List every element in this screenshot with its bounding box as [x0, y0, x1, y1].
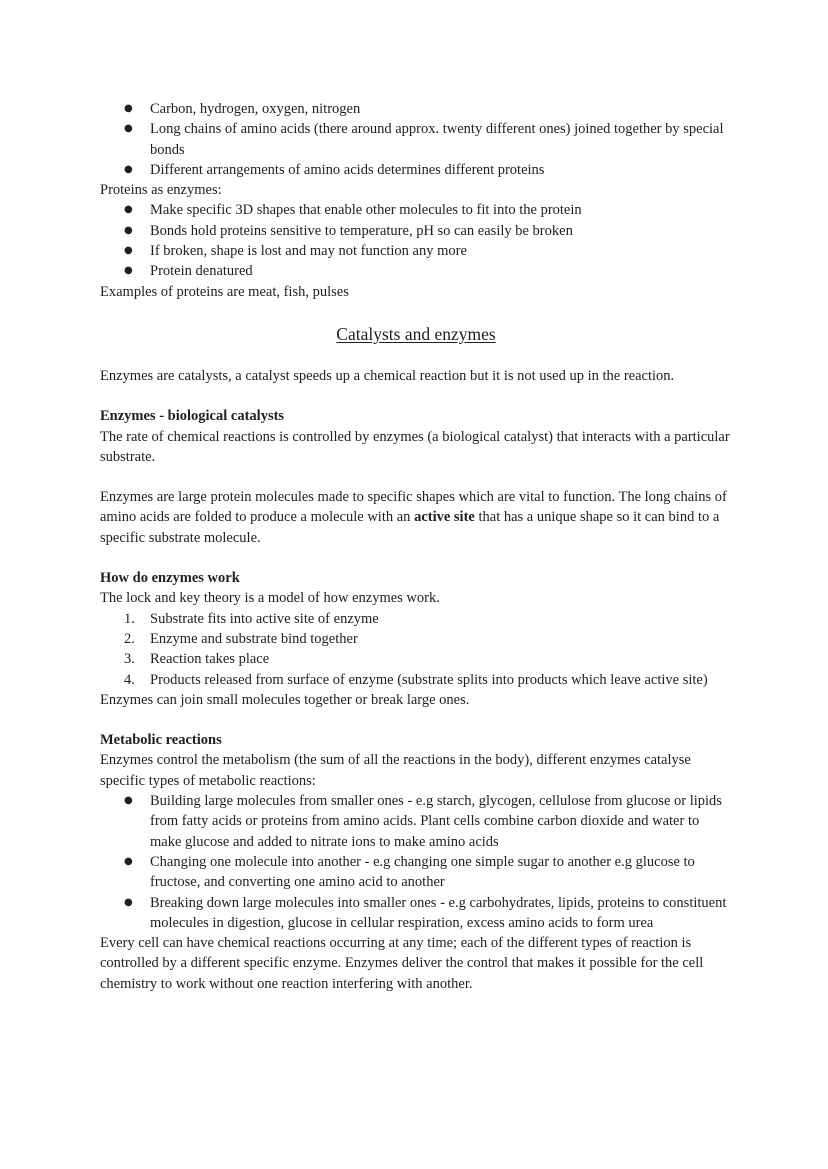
examples-text: Examples of proteins are meat, fish, pulses — [100, 283, 349, 300]
proteins-as-enzymes-label: Proteins as enzymes: — [100, 182, 222, 199]
list-item — [100, 609, 732, 629]
step-number: 2. — [124, 630, 135, 647]
section-title: Catalysts and enzymes — [336, 323, 496, 344]
active-site-term: active site — [414, 509, 475, 526]
list-item — [100, 649, 732, 669]
biological-catalysts-text: The rate of chemical reactions is controlled by enzymes (a biological catalyst) that interacts with a particular substrate. — [100, 428, 730, 465]
list-item: ● Carbon, hydrogen, oxygen, nitrogen — [100, 99, 732, 119]
active-site-paragraph — [100, 487, 732, 548]
list-item — [100, 629, 732, 649]
step-number: 3. — [124, 651, 135, 668]
list-item: ● Long chains of amino acids (there around approx. twenty different ones) joined together by special bonds — [100, 119, 732, 160]
how-enzymes-work-outro: Enzymes can join small molecules together or break large ones. — [100, 691, 470, 708]
step-text: Enzyme and substrate bind together — [150, 630, 358, 647]
list-item: ● Breaking down large molecules into smaller ones - e.g carbohydrates, lipids, proteins to constituent molecules in digestion, glucose in cellular respiration, excess amino acids to form urea — [100, 893, 732, 934]
document-content — [100, 99, 732, 994]
list-item: ● Protein denatured — [100, 261, 732, 281]
active-site-text-before: Enzymes are large protein molecules made to specific shapes which are vital to function. The long chains of amino acids are folded to produce a molecule with an — [100, 489, 727, 526]
list-item: ● Changing one molecule into another - e.g changing one simple sugar to another e.g glucose to fructose, and converting one amino acid to another — [100, 852, 732, 893]
list-item — [100, 670, 732, 690]
step-text: Substrate fits into active site of enzyme — [150, 610, 379, 627]
intro-bullet-list — [100, 99, 732, 180]
step-number: 1. — [124, 610, 135, 627]
metabolic-reactions-outro: Every cell can have chemical reactions occurring at any time; each of the different types of reaction is controlled by a different specific enzyme. Enzymes deliver the control that makes it possible for the cell chemistry to work without one reaction interfering with another. — [100, 935, 704, 992]
metabolic-reactions-list — [100, 791, 732, 933]
catalyst-definition: Enzymes are catalysts, a catalyst speeds up a chemical reaction but it is not used up in the reaction. — [100, 367, 675, 384]
list-item: ● Bonds hold proteins sensitive to temperature, pH so can easily be broken — [100, 221, 732, 241]
list-item: ● Building large molecules from smaller ones - e.g starch, glycogen, cellulose from glucose or lipids from fatty acids or proteins from amino acids. Plant cells combine carbon dioxide and water to make glucose and added to nitrate ions to make amino acids — [100, 791, 732, 852]
step-text: Products released from surface of enzyme (substrate splits into products which leave active site) — [150, 671, 708, 688]
step-number: 4. — [124, 671, 135, 688]
list-item: ● Different arrangements of amino acids determines different proteins — [100, 160, 732, 180]
lock-and-key-steps — [100, 609, 732, 690]
metabolic-reactions-heading: Metabolic reactions — [100, 732, 222, 749]
metabolic-reactions-intro: Enzymes control the metabolism (the sum of all the reactions in the body), different enzymes catalyse specific types of metabolic reactions: — [100, 752, 691, 789]
list-item: ● Make specific 3D shapes that enable other molecules to fit into the protein — [100, 200, 732, 220]
step-text: Reaction takes place — [150, 651, 270, 668]
how-enzymes-work-intro: The lock and key theory is a model of how enzymes work. — [100, 590, 440, 607]
proteins-as-enzymes-list — [100, 200, 732, 281]
how-enzymes-work-heading: How do enzymes work — [100, 570, 240, 587]
biological-catalysts-heading: Enzymes - biological catalysts — [100, 408, 285, 425]
active-site-text-after: that has a unique shape so it can bind to a specific substrate molecule. — [100, 509, 720, 546]
list-item: ● If broken, shape is lost and may not function any more — [100, 241, 732, 261]
